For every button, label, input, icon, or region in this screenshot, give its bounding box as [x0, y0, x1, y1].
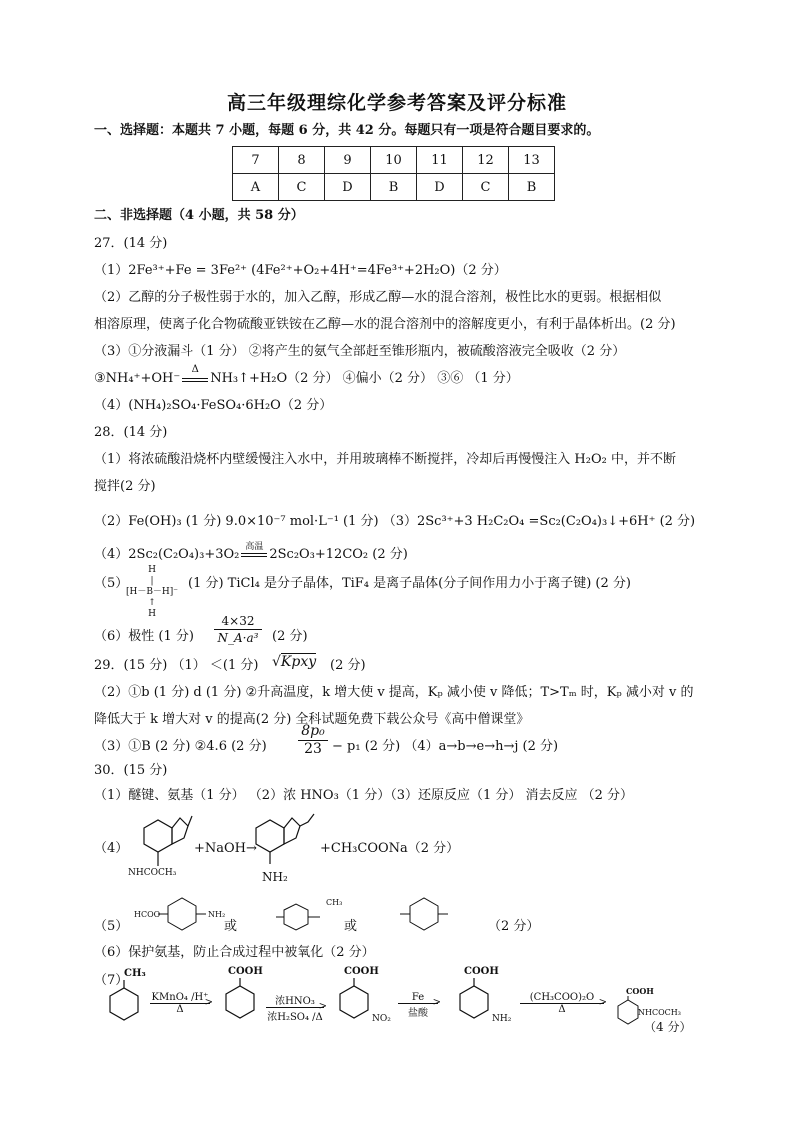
isomer-structure-1 — [158, 892, 208, 938]
carboxyl-label: COOH — [626, 986, 654, 996]
heat-arrow-icon — [180, 364, 210, 388]
carboxyl-label: COOH — [464, 966, 499, 977]
q30-line4-plus: +NaOH→ — [194, 841, 257, 856]
table-cell: A — [233, 174, 279, 201]
amine-group-label: NH₂ — [492, 1014, 512, 1024]
methyl-group-label: CH₃ — [124, 968, 146, 979]
q28-line3: （2）Fe(OH)₃ (1 分) 9.0×10⁻⁷ mol·L⁻¹ (1 分) （3）2Sc³⁺+3 H₂C₂O₄ =Sc₂(C₂O₄)₃↓+6H⁺ (2 分) — [94, 514, 696, 529]
fraction-denominator: N_A·a³ — [214, 629, 262, 646]
q27-line5 — [94, 364, 519, 388]
pressure-fraction — [298, 723, 328, 758]
q28-line6-right: (2 分) — [272, 629, 308, 644]
q29-line4-left: （3）①B (2 分) ②4.6 (2 分) — [94, 739, 267, 754]
fraction-numerator: 4×32 — [221, 614, 255, 628]
q28-line4-left: （4）2Sc₂(C₂O₄)₃+3O₂ — [94, 547, 240, 562]
condition-label: 高温 — [245, 542, 264, 552]
table-cell: 8 — [279, 147, 325, 174]
condition-label: Δ — [176, 1004, 184, 1015]
q28-line6-left: （6）极性 (1 分) — [94, 629, 194, 644]
struct-atom: [H－B－H]⁻ — [125, 587, 179, 597]
reagent-label: (CH₃COO)₂O — [529, 992, 595, 1003]
table-cell: B — [371, 174, 417, 201]
q30-line5-label: （5） — [94, 919, 129, 934]
q29-line4-right: − p₁ (2 分) （4）a→b→e→h→j (2 分) — [332, 739, 559, 754]
table-cell: 9 — [325, 147, 371, 174]
struct-atom: H — [148, 609, 156, 619]
isomer-structure-2 — [276, 900, 322, 934]
q29-line1-left: 29．(15 分) （1） ＜(1 分) — [94, 658, 259, 673]
isomer-structure-3 — [400, 892, 450, 938]
condition-label: Δ — [558, 1004, 566, 1015]
q30-heading: 30．(15 分) — [94, 763, 168, 778]
q27-heading: 27．(14 分) — [94, 236, 168, 251]
q30-line5-score: （2 分） — [488, 919, 540, 934]
table-row — [233, 147, 555, 174]
table-cell: 11 — [417, 147, 463, 174]
fraction-numerator: 8p₀ — [301, 723, 325, 739]
answer-table — [232, 146, 555, 201]
table-cell: C — [279, 174, 325, 201]
table-row — [233, 174, 555, 201]
q27-line5-left: ③NH₄⁺+OH⁻ — [94, 371, 181, 386]
table-cell: 7 — [233, 147, 279, 174]
fraction-denominator: 23 — [298, 740, 328, 758]
nitrobenzoic-acid-structure — [332, 978, 376, 1028]
or-label: 或 — [344, 919, 358, 934]
table-cell: D — [417, 174, 463, 201]
q29-line3: 降低大于 k 增大对 v 的提高(2 分) 全科试题免费下载公众号《高中僧课堂》 — [94, 712, 530, 727]
q28-line4 — [94, 542, 408, 564]
q28-line5-text: (1 分) TiCl₄ 是分子晶体，TiF₄ 是离子晶体(分子间作用力小于离子键) (2 分) — [188, 576, 631, 591]
equals-arrow-icon — [239, 542, 269, 564]
section1-heading: 一、选择题：本题共 7 小题，每题 6 分，共 42 分。每题只有一项是符合题目要求的。 — [94, 123, 600, 138]
q30-line7-label: （7） — [94, 973, 129, 988]
q30-line7-score: （4 分） — [644, 1020, 692, 1034]
arrow-icon: > — [520, 1003, 604, 1004]
q27-line5-right: NH₃↑+H₂O（2 分） ④偏小（2 分） ③⑥ （1 分） — [210, 371, 519, 386]
table-cell: B — [509, 174, 555, 201]
q27-line2: （2）乙醇的分子极性弱于水的，加入乙醇，形成乙醇—水的混合溶剂，极性比水的更弱。根据相似 — [94, 290, 662, 305]
q28-line4-right: 2Sc₂O₃+12CO₂ (2 分) — [269, 547, 408, 562]
reaction-arrow-1 — [150, 992, 213, 1015]
q30-line4-product: +CH₃COONa（2 分） — [320, 841, 460, 856]
q30-line6: （6）保护氨基，防止合成过程中被氧化（2 分） — [94, 945, 375, 960]
benzofuran-amine-structure — [248, 808, 318, 870]
sqrt-radicand: Kpxy — [280, 654, 317, 670]
benzoic-acid-structure — [218, 978, 262, 1028]
q27-line1: （1）2Fe³⁺+Fe = 3Fe²⁺ (4Fe²⁺+O₂+4H⁺=4Fe³⁺+2H₂O)（2 分） — [94, 263, 507, 278]
table-cell: 10 — [371, 147, 417, 174]
reaction-arrow-4 — [520, 992, 607, 1015]
reagent-label: Fe — [411, 992, 425, 1003]
carboxyl-label: COOH — [228, 966, 263, 977]
reagent-label: 浓HNO₃ — [275, 996, 315, 1007]
amide-group-label: NHCOCH₃ — [128, 868, 177, 878]
toluene-structure — [102, 980, 146, 1030]
q28-line2: 搅拌(2 分) — [94, 479, 156, 494]
condition-label: 盐酸 — [408, 1008, 428, 1019]
q29-line1-right: (2 分) — [330, 658, 366, 673]
arrow-icon: > — [266, 1007, 324, 1008]
heat-symbol: Δ — [191, 364, 199, 375]
section2-heading: 二、非选择题（4 小题，共 58 分） — [94, 208, 304, 223]
amine-group-label: NH₂ — [262, 870, 288, 884]
q28-heading: 28．(14 分) — [94, 425, 168, 440]
q30-line1: （1）醚键、氨基（1 分） （2）浓 HNO₃（1 分）（3）还原反应（1 分） 消去反应 （2 分） — [94, 788, 634, 803]
table-cell: D — [325, 174, 371, 201]
struct-atom: H — [148, 565, 156, 575]
table-cell: 13 — [509, 147, 555, 174]
q30-line4-label: （4） — [94, 841, 129, 856]
table-cell: C — [463, 174, 509, 201]
sqrt-expression: √Kpxy — [272, 654, 317, 670]
carboxyl-label: COOH — [344, 966, 379, 977]
q27-line3: 相溶原理，使离子化合物硫酸亚铁铵在乙醇—水的混合溶剂中的溶解度更小，有利于晶体析出。(2 分) — [94, 317, 676, 332]
q28-line1: （1）将浓硫酸沿烧杯内壁缓慢注入水中，并用玻璃棒不断搅拌，冷却后再慢慢注入 H₂O₂ 中，并不断 — [94, 452, 676, 467]
aminobenzoic-acid-structure — [452, 978, 496, 1028]
condition-label: 浓H₂SO₄ /Δ — [267, 1012, 323, 1023]
q28-line5-label: （5） — [94, 576, 129, 591]
reaction-arrow-2 — [266, 992, 327, 1023]
page-title: 高三年级理综化学参考答案及评分标准 — [226, 92, 567, 114]
arrow-icon: > — [398, 1003, 438, 1004]
nitro-group-label: NO₂ — [372, 1014, 391, 1024]
reaction-arrow-3 — [398, 992, 441, 1019]
table-cell: 12 — [463, 147, 509, 174]
or-label: 或 — [224, 919, 238, 934]
arrow-icon: > — [150, 1003, 210, 1004]
bh4-structure: H | [H－B－H]⁻ ↑ H — [122, 565, 182, 620]
q27-line6: （4）(NH₄)₂SO₄·FeSO₄·6H₂O（2 分） — [94, 398, 333, 413]
ester-group-label: HCOO — [134, 910, 161, 919]
density-fraction — [214, 613, 262, 646]
q29-line2: （2）①b (1 分) d (1 分) ②升高温度，k 增大使 v 提高，Kₚ 减小使 v 降低；T>Tₘ 时，Kₚ 减小对 v 的 — [94, 685, 694, 700]
acetamide-group-label: NHCOCH₃ — [638, 1008, 681, 1017]
reagent-label: KMnO₄ /H⁺ — [151, 992, 209, 1003]
q27-line4: （3）①分液漏斗（1 分） ②将产生的氨气全部赶至锥形瓶内，被硫酸溶液完全吸收（2 分） — [94, 344, 626, 359]
methyl-label: CH₃ — [326, 898, 343, 907]
amine-label: NH₂ — [208, 910, 226, 919]
